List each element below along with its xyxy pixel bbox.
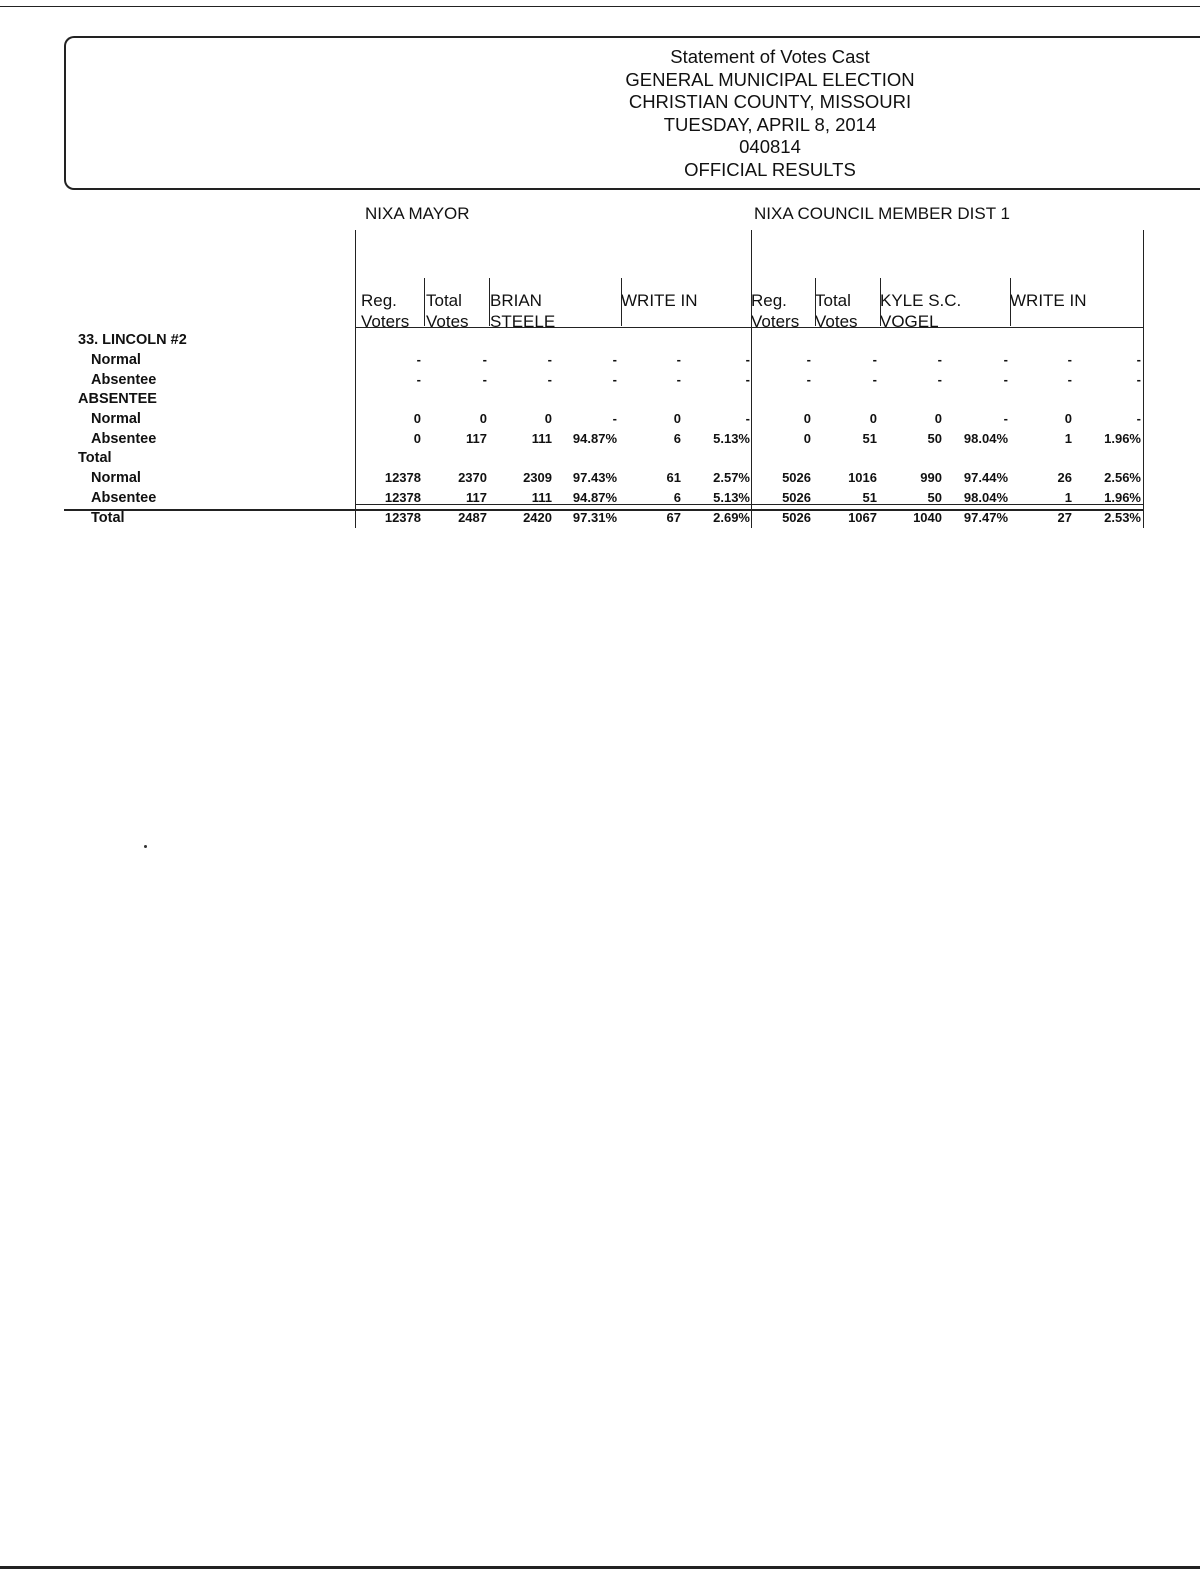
table-cell: 0: [869, 411, 877, 426]
table-cell: -: [1136, 372, 1141, 387]
table-cell: 111: [531, 431, 552, 446]
table-cell: -: [806, 352, 811, 367]
column-header-reg-voters: Reg. Voters: [361, 291, 410, 331]
election-code: 040814: [739, 136, 801, 157]
table-cell: 111: [531, 490, 552, 505]
table-cell: -: [1003, 411, 1008, 426]
table-cell: 98.04%: [963, 490, 1008, 505]
table-cell: -: [482, 372, 487, 387]
report-header: [575, 46, 965, 181]
column-divider: [489, 278, 490, 326]
table-cell: 0: [673, 411, 681, 426]
table-cell: 0: [803, 431, 811, 446]
table-cell: -: [547, 352, 552, 367]
column-divider: [1010, 278, 1011, 326]
table-cell: 51: [862, 490, 877, 505]
table-cell: 2309: [523, 470, 552, 485]
table-cell: 98.04%: [963, 431, 1008, 446]
column-divider: [424, 278, 425, 326]
table-cell: 0: [413, 431, 421, 446]
column-divider: [880, 278, 881, 326]
table-cell: -: [1003, 352, 1008, 367]
table-cell: 5026: [782, 510, 811, 525]
table-cell: -: [1067, 372, 1072, 387]
table-cell: 94.87%: [572, 490, 617, 505]
table-cell: 12378: [384, 510, 421, 525]
table-cell: 50: [927, 490, 942, 505]
row-label: Normal: [91, 470, 141, 486]
table-cell: 12378: [384, 490, 421, 505]
table-cell: 2.56%: [1104, 470, 1141, 485]
table-cell: -: [745, 352, 750, 367]
table-cell: 97.47%: [963, 510, 1008, 525]
table-cell: 6: [673, 431, 681, 446]
row-label: Absentee: [91, 372, 157, 388]
table-cell: 6: [673, 490, 681, 505]
table-cell: 1040: [913, 510, 942, 525]
header-underline: [355, 327, 1144, 328]
row-label: Total: [91, 510, 125, 526]
table-cell: 2487: [458, 510, 487, 525]
table-cell: 2.69%: [713, 510, 750, 525]
table-cell: -: [872, 352, 877, 367]
table-cell: -: [416, 352, 421, 367]
table-cell: -: [1136, 352, 1141, 367]
table-cell: 94.87%: [572, 431, 617, 446]
table-cell: -: [482, 352, 487, 367]
table-cell: 2370: [458, 470, 487, 485]
table-cell: 0: [803, 411, 811, 426]
bottom-rule: [0, 1566, 1200, 1569]
column-header-write-in: WRITE IN: [1010, 291, 1087, 310]
table-cell: 26: [1057, 470, 1072, 485]
table-cell: 5.13%: [713, 490, 750, 505]
table-cell: 50: [927, 431, 942, 446]
table-cell: 0: [413, 411, 421, 426]
row-label: 33. LINCOLN #2: [78, 332, 187, 348]
row-label: Total: [78, 450, 112, 466]
table-cell: 0: [1064, 411, 1072, 426]
table-cell: 97.31%: [572, 510, 617, 525]
election-date: TUESDAY, APRIL 8, 2014: [663, 113, 877, 135]
table-cell: 990: [920, 470, 942, 485]
table-cell: 2.53%: [1104, 510, 1141, 525]
row-label: Absentee: [91, 431, 157, 447]
table-cell: 97.43%: [572, 470, 617, 485]
table-cell: -: [1003, 372, 1008, 387]
election-name: GENERAL MUNICIPAL ELECTION: [625, 68, 915, 90]
column-header-candidate: BRIAN STEELE: [490, 291, 556, 331]
table-cell: 61: [666, 470, 681, 485]
table-cell: -: [745, 372, 750, 387]
table-cell: -: [547, 372, 552, 387]
table-cell: -: [676, 372, 681, 387]
column-header-candidate: KYLE S.C. VOGEL: [880, 291, 962, 331]
table-cell: 1067: [848, 510, 877, 525]
race-title-nixa-council: NIXA COUNCIL MEMBER DIST 1: [754, 204, 1010, 223]
column-divider: [621, 278, 622, 326]
table-cell: 0: [934, 411, 942, 426]
county-name: CHRISTIAN COUNTY, MISSOURI: [628, 91, 912, 112]
race-title-nixa-mayor: NIXA MAYOR: [365, 204, 470, 223]
column-header-total-votes: Total Votes: [426, 291, 469, 331]
table-cell: 5026: [782, 490, 811, 505]
table-cell: 1: [1064, 431, 1072, 446]
table-cell: -: [937, 372, 942, 387]
table-cell: 1.96%: [1104, 431, 1141, 446]
table-cell: -: [416, 372, 421, 387]
column-divider: [1143, 230, 1144, 528]
column-header-reg-voters: Reg. Voters: [751, 291, 800, 331]
table-cell: 117: [466, 490, 487, 505]
table-cell: -: [612, 372, 617, 387]
table-cell: 5.13%: [713, 431, 750, 446]
table-cell: -: [872, 372, 877, 387]
table-cell: 2.57%: [713, 470, 750, 485]
column-divider: [815, 278, 816, 326]
table-cell: -: [612, 411, 617, 426]
table-cell: -: [937, 352, 942, 367]
table-cell: 117: [466, 431, 487, 446]
table-cell: -: [612, 352, 617, 367]
table-cell: 1016: [848, 470, 877, 485]
table-cell: 2420: [523, 510, 552, 525]
table-cell: -: [806, 372, 811, 387]
table-cell: 1: [1064, 490, 1072, 505]
table-cell: 51: [862, 431, 877, 446]
row-label: ABSENTEE: [78, 391, 157, 407]
column-header-write-in: WRITE IN: [621, 291, 698, 310]
table-cell: -: [1067, 352, 1072, 367]
table-cell: 1.96%: [1104, 490, 1141, 505]
column-header-total-votes: Total Votes: [815, 291, 858, 331]
table-cell: -: [1136, 411, 1141, 426]
table-cell: 97.44%: [963, 470, 1008, 485]
table-cell: 27: [1057, 510, 1072, 525]
table-cell: 67: [666, 510, 681, 525]
stray-mark: [144, 845, 147, 848]
table-cell: -: [745, 411, 750, 426]
table-cell: 0: [544, 411, 552, 426]
row-label: Normal: [91, 352, 141, 368]
table-cell: -: [676, 352, 681, 367]
results-status: OFFICIAL RESULTS: [684, 158, 856, 180]
table-cell: 12378: [384, 470, 421, 485]
report-title: Statement of Votes Cast: [670, 46, 870, 67]
top-rule: [0, 6, 1200, 7]
row-label: Absentee: [91, 490, 157, 506]
table-cell: 0: [479, 411, 487, 426]
row-label: Normal: [91, 411, 141, 427]
table-cell: 5026: [782, 470, 811, 485]
